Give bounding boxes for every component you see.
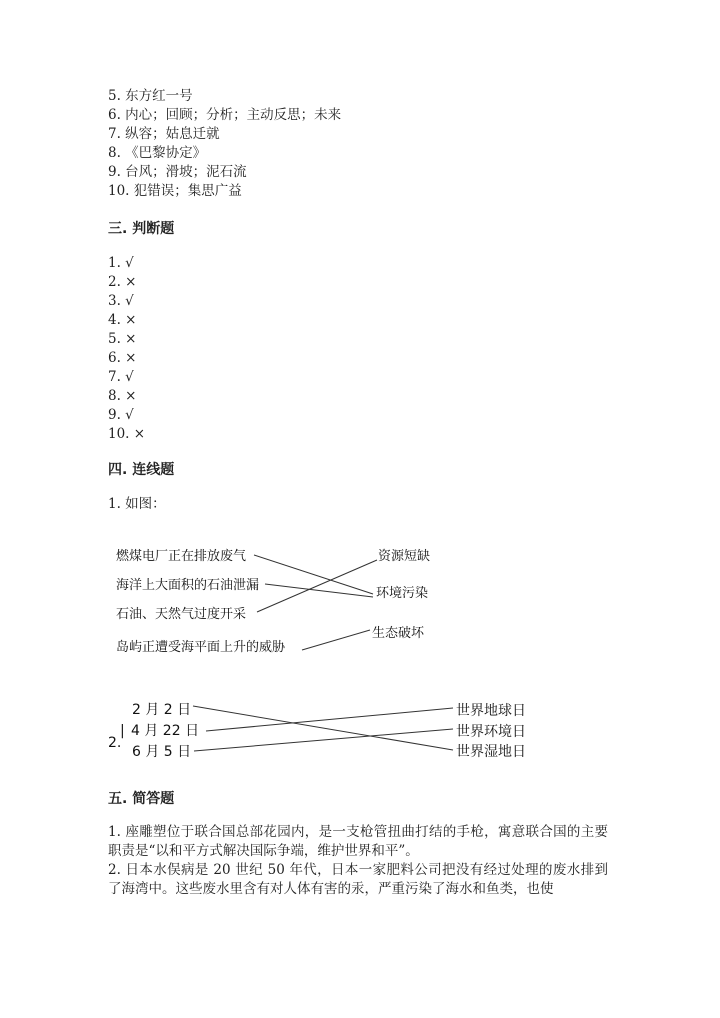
left-item: 岛屿正遭受海平面上升的威胁 <box>116 640 286 655</box>
section-title-judgment: 三. 判断题 <box>108 221 175 237</box>
right-item: 世界湿地日 <box>456 744 526 760</box>
connector-line <box>194 729 453 751</box>
answer-paragraph: 1. 座雕塑位于联合国总部花园内，是一支枪管扭曲打结的手枪，寓意联合国的主要职责是“以和平方式解决国际争端，维护世界和平”。 <box>108 824 608 859</box>
right-item: 资源短缺 <box>378 549 431 564</box>
judgment-item: 1. √ <box>108 255 134 271</box>
judgment-item: 2. × <box>108 274 137 290</box>
section-title-matching: 四. 连线题 <box>108 462 175 478</box>
answer-line: 5. 东方红一号 <box>108 88 193 104</box>
answer-paragraph: 2. 日本水俣病是 20 世纪 50 年代，日本一家肥料公司把没有经过处理的废水排到了海湾中。这些废水里含有对人体有害的汞，严重污染了海水和鱼类，也使 <box>108 862 608 897</box>
judgment-item: 7. √ <box>108 369 134 385</box>
right-item: 生态破坏 <box>372 626 425 641</box>
judgment-item: 8. × <box>108 388 137 404</box>
left-item: 燃煤电厂正在排放废气 <box>116 549 247 564</box>
right-item: 世界地球日 <box>456 703 526 719</box>
answer-line: 9. 台风；滑坡；泥石流 <box>108 164 247 180</box>
left-item: 4 月 22 日 <box>131 723 200 739</box>
judgment-item: 10. × <box>108 426 146 442</box>
answer-line: 6. 内心；回顾；分析；主动反思；未来 <box>108 107 342 123</box>
question-2-label: 2. <box>108 735 122 751</box>
connector-line <box>206 708 453 731</box>
judgment-item: 4. × <box>108 312 137 328</box>
judgment-item: 6. × <box>108 350 137 366</box>
right-item: 环境污染 <box>376 586 429 601</box>
answer-line: 10. 犯错误；集思广益 <box>108 183 242 199</box>
left-item: 6 月 5 日 <box>132 744 192 760</box>
judgment-item: 3. √ <box>108 293 134 309</box>
right-item: 世界环境日 <box>456 724 526 740</box>
left-item: 2 月 2 日 <box>132 702 192 718</box>
question-1-label: 1. 如图： <box>108 496 166 512</box>
answer-line: 8. 《巴黎协定》 <box>108 145 207 161</box>
section-title-short-answer: 五. 简答题 <box>108 791 175 807</box>
text-cursor: | <box>120 723 125 739</box>
left-item: 石油、天然气过度开采 <box>116 607 247 622</box>
judgment-item: 5. × <box>108 331 137 347</box>
answer-line: 7. 纵容；姑息迁就 <box>108 126 220 142</box>
connector-line <box>193 706 453 750</box>
judgment-item: 9. √ <box>108 407 134 423</box>
left-item: 海洋上大面积的石油泄漏 <box>116 578 260 593</box>
